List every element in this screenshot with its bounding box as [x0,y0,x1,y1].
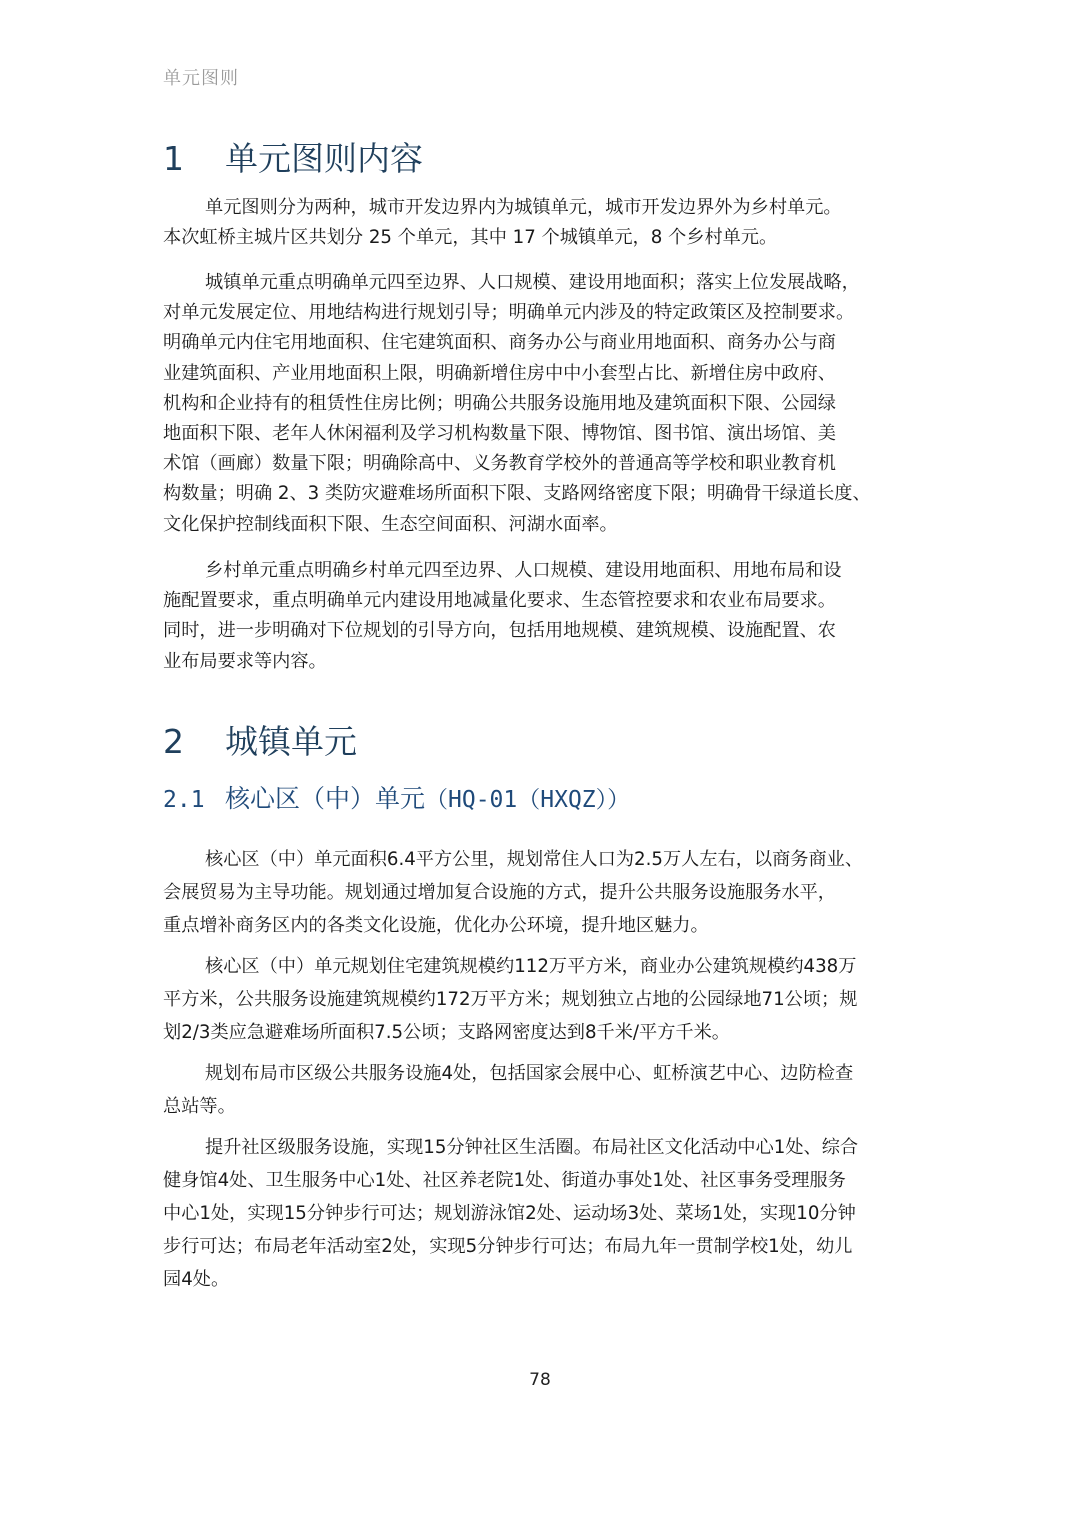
text-line: 本次虹桥主城片区共划分 25 个单元，其中 17 个城镇单元，8 个乡村单元。 [163,227,778,249]
text-line: 文化保护控制线面积下限、生态空间面积、河湖水面率。 [163,513,618,535]
text-line: 核心区（中）单元面积6.4平方公里，规划常住人口为2.5万人左右，以商务商业、 [205,849,864,870]
section-2-1-paragraph-4 [163,1131,938,1296]
text-line: 平方米，公共服务设施建筑规模约172万平方米；规划独立占地的公园绿地71公顷；规 [163,989,858,1010]
section-2-1-paragraph-2 [163,950,938,1049]
text-line: 明确单元内住宅用地面积、住宅建筑面积、商务办公与商业用地面积、商务办公与商 [163,332,836,354]
section-2-1-heading [163,779,630,815]
text-line: 核心区（中）单元规划住宅建筑规模约112万平方米，商业办公建筑规模约438万 [205,956,857,977]
section-2-number: 2 [163,722,184,761]
text-line: 单元图则分为两种，城市开发边界内为城镇单元，城市开发边界外为乡村单元。 [205,197,842,218]
section-2-1-paragraph-3 [163,1057,938,1123]
text-line: 机构和企业持有的租赁性住房比例；明确公共服务设施用地及建筑面积下限、公园绿 [163,392,836,414]
section-2-title: 城镇单元 [225,722,357,761]
text-line: 健身馆4处、卫生服务中心1处、社区养老院1处、街道办事处1处、社区事务受理服务 [163,1170,846,1191]
section-1-title: 单元图则内容 [225,139,423,178]
text-line: 业建筑面积、产业用地面积上限，明确新增住房中中小套型占比、新增住房中政府、 [163,362,836,384]
text-line: 地面积下限、老年人休闲福利及学习机构数量下限、博物馆、图书馆、演出场馆、美 [163,422,836,444]
section-1-paragraph-3 [163,556,938,677]
section-2-1-title: 核心区（中）单元 [225,784,426,813]
text-line: 同时，进一步明确对下位规划的引导方向，包括用地规模、建筑规模、设施配置、农 [163,620,836,642]
page-number: 78 [529,1370,551,1390]
text-line: 提升社区级服务设施，实现15分钟社区生活圈。布局社区文化活动中心1处、综合 [205,1137,859,1158]
section-1-heading [163,133,423,180]
text-line: 对单元发展定位、用地结构进行规划引导；明确单元内涉及的特定政策区及控制要求。 [163,302,855,324]
text-line: 中心1处，实现15分钟步行可达；规划游泳馆2处、运动场3处、菜场1处，实现10分钟 [163,1203,856,1224]
running-header: 单元图则 [163,68,239,89]
section-2-1-code: （HQ-01（HXQZ）） [425,787,631,813]
text-line: 总站等。 [163,1096,236,1117]
text-line: 园4处。 [163,1269,230,1290]
section-2-1-paragraph-1 [163,843,938,942]
text-line: 城镇单元重点明确单元四至边界、人口规模、建设用地面积；落实上位发展战略， [205,272,860,293]
section-2-heading [163,716,357,763]
text-line: 步行可达；布局老年活动室2处，实现5分钟步行可达；布局九年一贯制学校1处，幼儿 [163,1236,853,1257]
section-1-paragraph-2 [163,268,938,540]
text-line: 术馆（画廊）数量下限；明确除高中、义务教育学校外的普通高等学校和职业教育机 [163,453,836,475]
section-1-paragraph-1 [163,193,938,253]
text-line: 规划布局市区级公共服务设施4处，包括国家会展中心、虹桥演艺中心、边防检查 [205,1063,854,1084]
text-line: 施配置要求，重点明确单元内建设用地减量化要求、生态管控要求和农业布局要求。 [163,590,836,612]
text-line: 划2/3类应急避难场所面积7.5公顷；支路网密度达到8千米/平方千米。 [163,1022,730,1043]
text-line: 重点增补商务区内的各类文化设施，优化办公环境，提升地区魅力。 [163,915,709,936]
text-line: 会展贸易为主导功能。规划通过增加复合设施的方式，提升公共服务设施服务水平， [163,882,836,903]
section-1-number: 1 [163,139,184,178]
text-line: 业布局要求等内容。 [163,650,327,672]
text-line: 乡村单元重点明确乡村单元四至边界、人口规模、建设用地面积、用地布局和设 [205,560,842,581]
text-line: 构数量；明确 2、3 类防灾避难场所面积下限、支路网络密度下限；明确骨干绿道长度、 [163,483,871,505]
section-2-1-number: 2.1 [163,787,205,813]
